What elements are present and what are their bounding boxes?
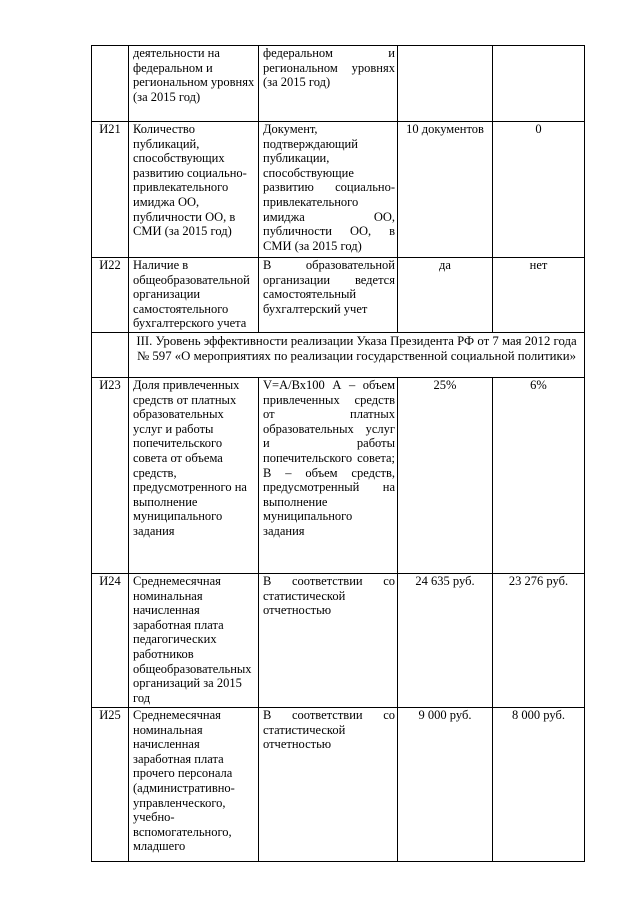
indicator-actual: 8 000 руб.	[493, 708, 585, 862]
indicator-method: федеральном и региональном уровнях (за 2015 год)	[259, 46, 398, 122]
indicator-actual	[493, 46, 585, 122]
indicators-table	[91, 45, 585, 862]
indicator-id: И24	[92, 574, 129, 708]
table-row	[92, 574, 585, 708]
indicator-id	[92, 46, 129, 122]
indicator-name: Количество публикаций, способствующих развитию социально-привлекательного имиджа ОО, публичности ОО, в СМИ (за 2015 год)	[129, 122, 259, 258]
table-row	[92, 122, 585, 258]
indicator-method: В соответствии со статистической отчетностью	[259, 708, 398, 862]
table-row	[92, 258, 585, 333]
indicator-id: И25	[92, 708, 129, 862]
indicator-actual: 0	[493, 122, 585, 258]
indicator-name: деятельности на федеральном и региональном уровнях (за 2015 год)	[129, 46, 259, 122]
indicator-actual: 6%	[493, 378, 585, 574]
indicator-target: 10 документов	[398, 122, 493, 258]
indicator-target: 25%	[398, 378, 493, 574]
indicator-target: 24 635 руб.	[398, 574, 493, 708]
indicator-id: И23	[92, 378, 129, 574]
table-row	[92, 378, 585, 574]
section-heading: III. Уровень эффективности реализации Указа Президента РФ от 7 мая 2012 года № 597 «О мероприятиях по реализации государственной социальной политики»	[129, 333, 585, 378]
indicator-method: Документ, подтверждающий публикации, способствующие развитию социально-привлекательного имиджа ОО, публичности ОО, в СМИ (за 2015 год)	[259, 122, 398, 258]
indicator-method: V=А/Вх100 А – объем привлеченных средств от платных образовательных услуг и работы попечительского совета; В – объем средств, предусмотренный на выполнение муниципального задания	[259, 378, 398, 574]
indicator-target: 9 000 руб.	[398, 708, 493, 862]
table-row	[92, 46, 585, 122]
indicator-id: И21	[92, 122, 129, 258]
indicator-name: Доля привлеченных средств от платных образовательных услуг и работы попечительского совета от объема средств, предусмотренного на выполнение муниципального задания	[129, 378, 259, 574]
indicator-name: Наличие в общеобразовательной организации самостоятельного бухгалтерского учета	[129, 258, 259, 333]
section-row	[92, 333, 585, 378]
indicator-method: В соответствии со статистической отчетностью	[259, 574, 398, 708]
indicator-method: В образовательной организации ведется самостоятельный бухгалтерский учет	[259, 258, 398, 333]
table-row	[92, 708, 585, 862]
section-spacer	[92, 333, 129, 378]
indicator-name: Среднемесячная номинальная начисленная заработная плата педагогических работников общеобразовательных организаций за 2015 год	[129, 574, 259, 708]
indicator-target: да	[398, 258, 493, 333]
indicator-name: Среднемесячная номинальная начисленная заработная плата прочего персонала (административно-управленческого, учебно-вспомогательного, младшего	[129, 708, 259, 862]
indicator-id: И22	[92, 258, 129, 333]
indicator-actual: нет	[493, 258, 585, 333]
indicator-actual: 23 276 руб.	[493, 574, 585, 708]
indicator-target	[398, 46, 493, 122]
